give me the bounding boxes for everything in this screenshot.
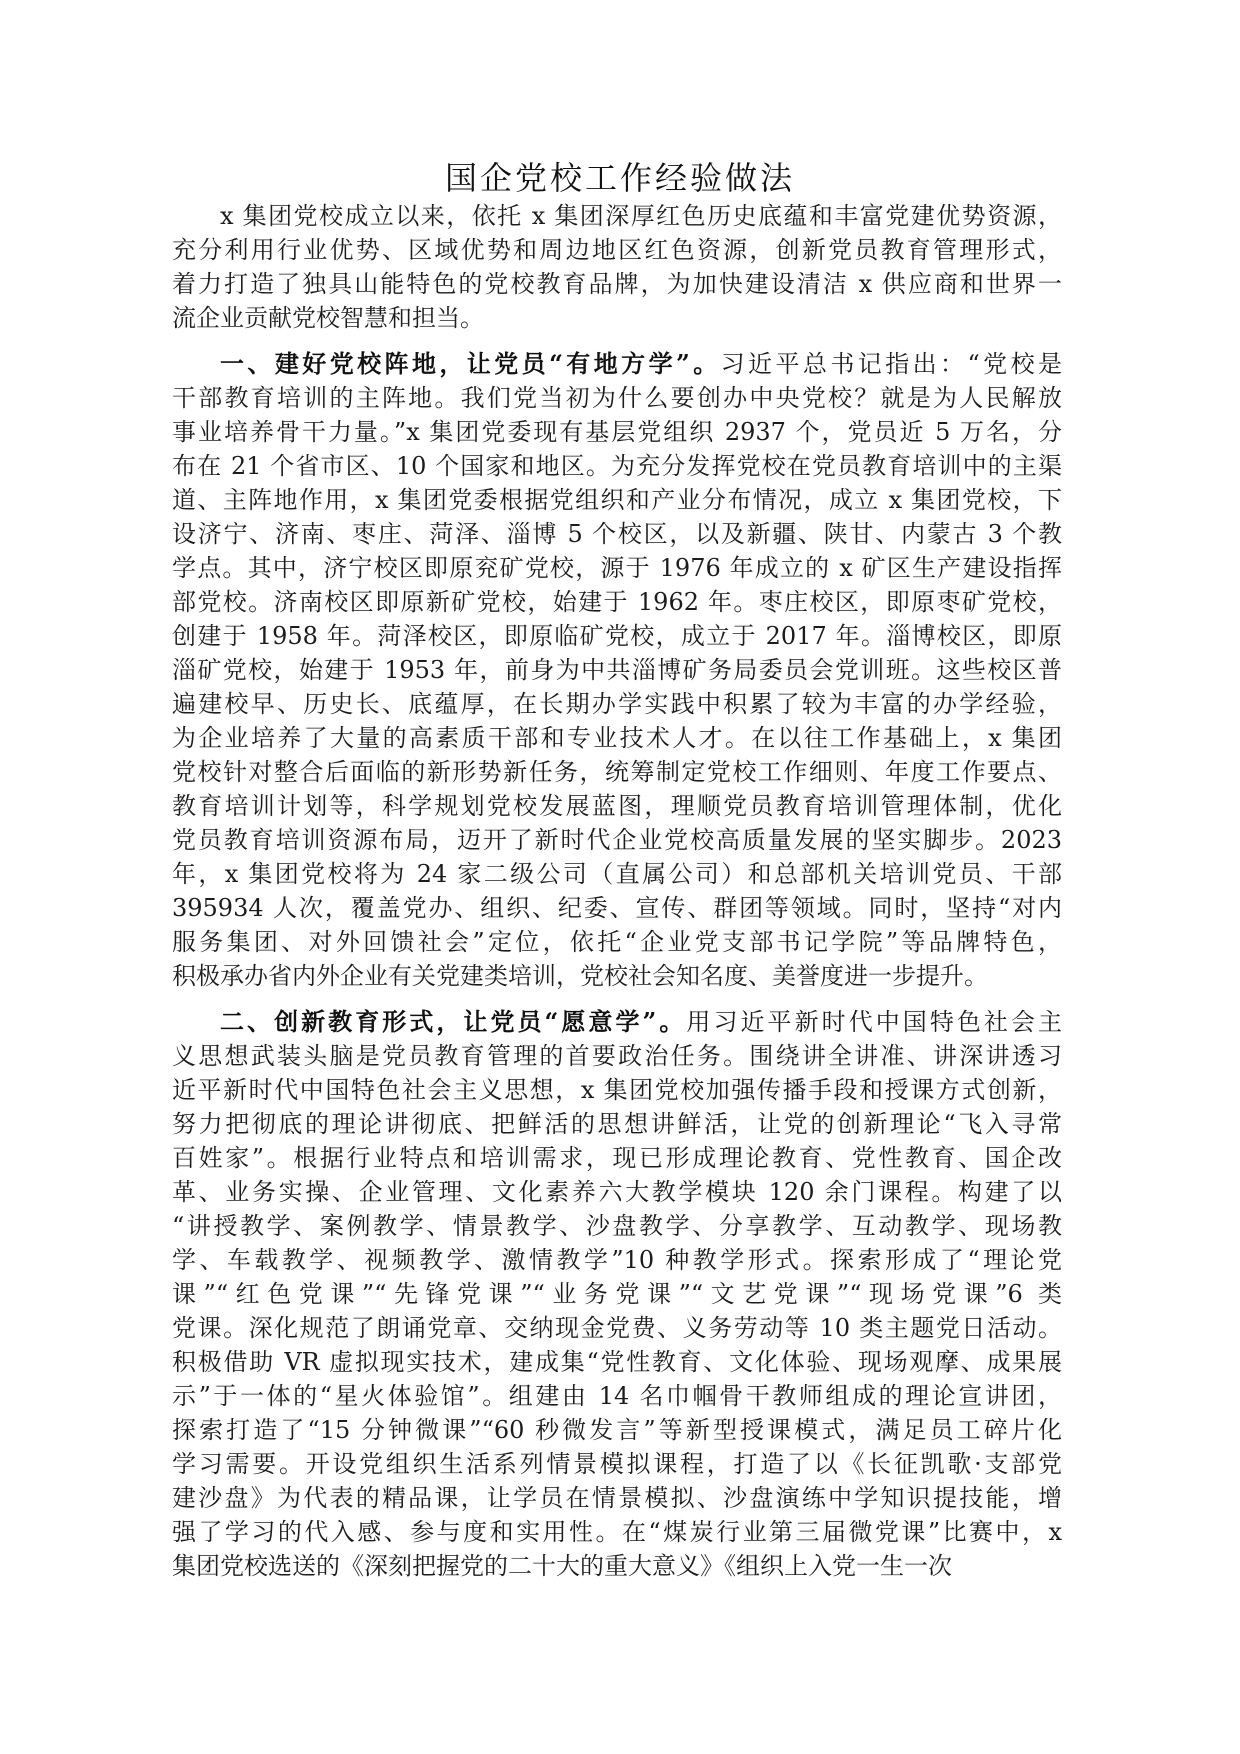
text-line [172,1005,1062,1039]
text-line: 积极承办省内外企业有关党建类培训，党校社会知名度、美誉度进一步提升。 [172,962,988,990]
text-line: 设济宁、济南、枣庄、菏泽、淄博 5 个校区，以及新疆、陕甘、内蒙古 3 个教 [172,520,1062,548]
text-line: 示”于一体的“星火体验馆”。组建由 14 名巾帼骨干教师组成的理论宣讲团， [172,1382,1062,1410]
text-line: 义思想武装头脑是党员教育管理的首要政治任务。围绕讲全讲准、讲深讲透习 [172,1042,1062,1070]
text-line: 党员教育培训资源布局，迈开了新时代企业党校高质量发展的坚实脚步。2023 [172,826,1062,854]
section-heading: 一、建好党校阵地，让党员“有地方学”。 [220,349,721,378]
text-run: 习近平总书记指出：“党校是 [720,350,1062,378]
text-line: 课”“红色党课”“先锋党课”“业务党课”“文艺党课”“现场党课”6 类 [172,1280,1062,1308]
text-line: 395934 人次，覆盖党办、组织、纪委、宣传、群团等领域。同时，坚持“对内 [172,894,1062,922]
text-line: 着力打造了独具山能特色的党校教育品牌，为加快建设清洁 x 供应商和世界一 [172,270,1062,298]
text-line: 为企业培养了大量的高素质干部和专业技术人才。在以往工作基础上，x 集团 [172,724,1062,752]
text-line: 遍建校早、历史长、底蕴厚，在长期办学实践中积累了较为丰富的办学经验， [172,690,1062,718]
text-line: 创建于 1958 年。菏泽校区，即原临矿党校，成立于 2017 年。淄博校区，即原 [172,622,1062,650]
text-line: 学习需要。开设党组织生活系列情景模拟课程，打造了以《长征凯歌·支部党 [172,1450,1062,1478]
text-line: 学、车载教学、视频教学、激情教学”10 种教学形式。探索形成了“理论党 [172,1246,1062,1274]
text-line: 年，x 集团党校将为 24 家二级公司（直属公司）和总部机关培训党员、干部 [172,860,1062,888]
document-title: 国企党校工作经验做法 [444,159,795,197]
document-body [172,199,1062,1583]
text-line: 积极借助 VR 虚拟现实技术，建成集“党性教育、文化体验、现场观摩、成果展 [172,1348,1062,1376]
paragraph-section-1 [172,347,1062,993]
text-line: 建沙盘》为代表的精品课，让学员在情景模拟、沙盘演练中学知识提技能，增 [172,1484,1062,1512]
text-line: 服务集团、对外回馈社会”定位，依托“企业党支部书记学院”等品牌特色， [172,928,1062,956]
text-line: 集团党校选送的《深刻把握党的二十大的重大意义》《组织上入党一生一次 [172,1552,952,1580]
text-line: 充分利用行业优势、区域优势和周边地区红色资源，创新党员教育管理形式， [172,236,1062,264]
paragraph-section-2 [172,1005,1062,1583]
section-heading: 二、创新教育形式，让党员“愿意学”。 [220,1007,687,1036]
text-line: “讲授教学、案例教学、情景教学、沙盘教学、分享教学、互动教学、现场教 [172,1212,1062,1240]
text-line: 教育培训计划等，科学规划党校发展蓝图，理顺党员教育培训管理体制，优化 [172,792,1062,820]
text-line: 努力把彻底的理论讲彻底、把鲜活的思想讲鲜活，让党的创新理论“飞入寻常 [172,1110,1062,1138]
text-line: 干部教育培训的主阵地。我们党当初为什么要创办中央党校？就是为人民解放 [172,384,1062,412]
text-line: 党课。深化规范了朗诵党章、交纳现金党费、义务劳动等 10 类主题党日活动。 [172,1314,1062,1342]
text-line: 革、业务实操、企业管理、文化素养六大教学模块 120 余门课程。构建了以 [172,1178,1062,1206]
text-line [172,347,1062,381]
text-line: 强了学习的代入感、参与度和实用性。在“煤炭行业第三届微党课”比赛中，x [172,1518,1062,1546]
text-line: 党校针对整合后面临的新形势新任务，统筹制定党校工作细则、年度工作要点、 [172,758,1062,786]
text-line: 近平新时代中国特色社会主义思想，x 集团党校加强传播手段和授课方式创新， [172,1076,1062,1104]
text-line: 探索打造了“15 分钟微课”“60 秒微发言”等新型授课模式，满足员工碎片化 [172,1416,1062,1444]
text-line: 布在 21 个省市区、10 个国家和地区。为充分发挥党校在党员教育培训中的主渠 [172,452,1062,480]
text-line: 学点。其中，济宁校区即原兖矿党校，源于 1976 年成立的 x 矿区生产建设指挥 [172,554,1062,582]
text-run: 用习近平新时代中国特色社会主 [686,1008,1063,1036]
paragraph-intro [172,199,1062,335]
text-line: 百姓家”。根据行业特点和培训需求，现已形成理论教育、党性教育、国企改 [172,1144,1062,1172]
text-line: 部党校。济南校区即原新矿党校，始建于 1962 年。枣庄校区，即原枣矿党校， [172,588,1062,616]
text-line: 事业培养骨干力量。”x 集团党委现有基层党组织 2937 个，党员近 5 万名，分 [172,418,1062,446]
text-line: x 集团党校成立以来，依托 x 集团深厚红色历史底蕴和丰富党建优势资源， [220,202,1062,230]
text-line: 道、主阵地作用，x 集团党委根据党组织和产业分布情况，成立 x 集团党校，下 [172,486,1062,514]
text-line: 淄矿党校，始建于 1953 年，前身为中共淄博矿务局委员会党训班。这些校区普 [172,656,1062,684]
text-line: 流企业贡献党校智慧和担当。 [172,304,484,332]
